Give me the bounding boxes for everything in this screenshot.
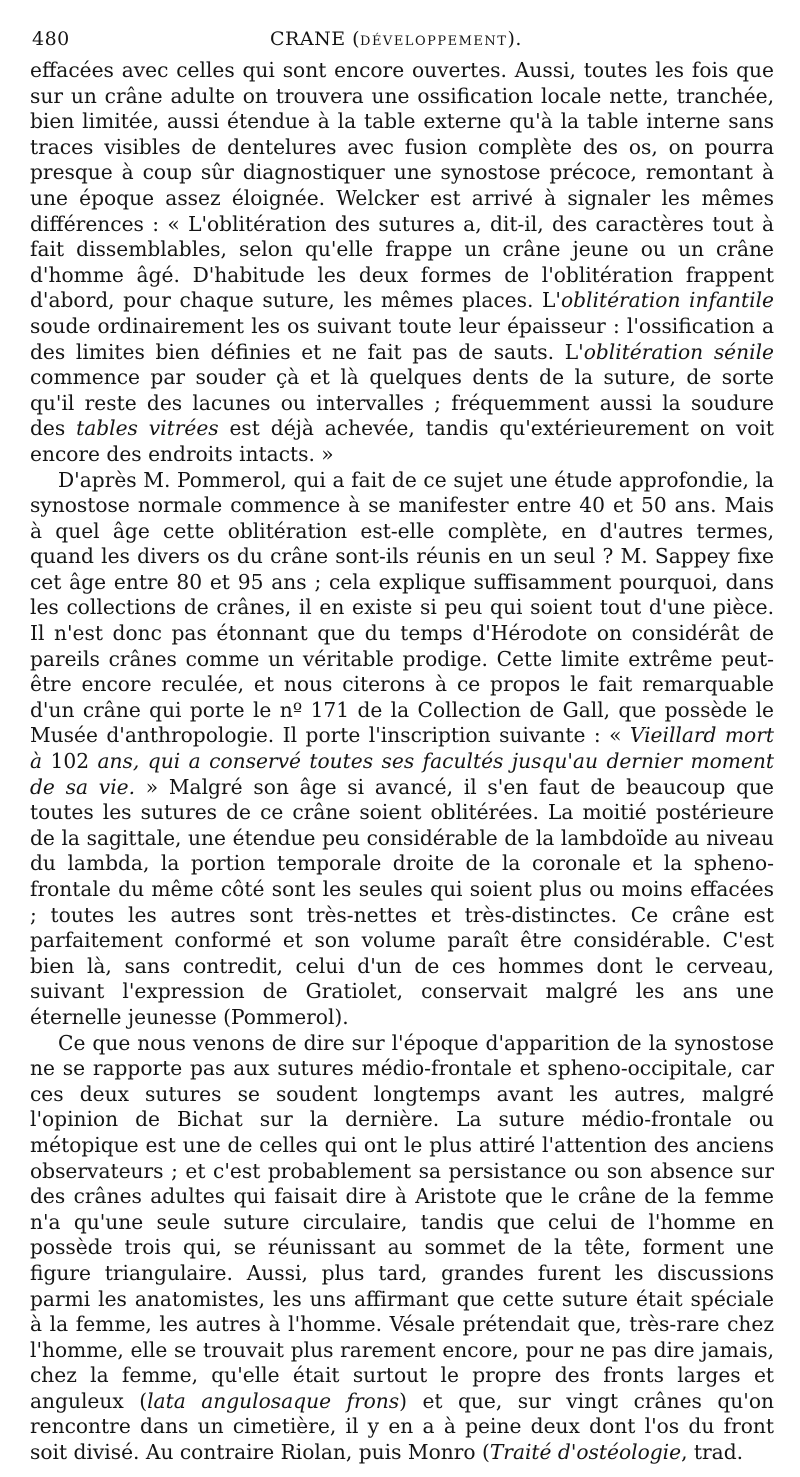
running-title-paren-open: ( [345, 28, 361, 50]
text-run: soude ordinairement les os suivant toute leur épaisseur : l'ossification a des limites bien définies et ne fait pas de sauts. L' [30, 313, 774, 364]
running-title [270, 28, 522, 50]
italic-run: ans, qui a conservé toutes ses facultés jusqu'au dernier moment de sa vie. [30, 749, 774, 799]
text-run: ) et que, sur vingt crânes qu'on rencontre dans un cimetière, il y en a à peine deux dont l'os du front soit divisé. Au contraire Riolan, puis Monro ( [30, 1388, 774, 1465]
text-run: effacées avec celles qui sont encore ouvertes. Aussi, toutes les fois que sur un crâne adulte on trouvera une ossification locale nette, tranchée, bien limitée, aussi étendue à la table externe qu'à la table interne sans traces visibles de dentelures avec fusion complète des os, on pourra presque à coup sûr diagnostiquer une synostose précoce, remontant à une époque assez éloignée. Welcker est arrivé à signaler les mêmes différences : « L'oblitération des sutures a, dit-il, des caractères tout à fait dissemblables, selon qu'elle frappe un crâne jeune ou un crâne d'homme âgé. D'habitude les deux formes de l'oblitération frappent d'abord, pour chaque suture, les mêmes places. L' [30, 58, 774, 313]
text-run: 102 [42, 749, 98, 774]
paragraph-2 [30, 468, 774, 1031]
book-page [30, 28, 774, 1466]
italic-run: Traité d'ostéologie [489, 1440, 682, 1465]
running-title-main: CRANE [270, 28, 346, 50]
page-number: 480 [32, 28, 70, 50]
text-run: commence par souder çà et là quelques dents de la suture, de sorte qu'il reste des lacunes ou intervalles ; fréquemment aussi la soudure des [30, 365, 774, 441]
text-run: D'après M. Pommerol, qui a fait de ce sujet une étude approfondie, la synostose normale commence à se manifester entre 40 et 50 ans. Mais à quel âge cette oblitération est-elle complète, en d'autres termes, quand les divers os du crâne sont-ils réunis en un seul ? M. Sappey fixe cet âge entre 80 et 95 ans ; cela explique suffisamment pourquoi, dans les collections de crânes, il en existe si peu qui soient tout d'une pièce. Il n'est donc pas étonnant que du temps d'Hérodote on considérât de pareils crânes comme un véritable prodige. Cette limite extrême peut-être encore reculée, et nous citerons à ce propos le fait remarquable d'un crâne qui porte le nº 171 de la Collection de Gall, que possède le Musée d'anthropologie. Il porte l'inscription suivante : « [30, 467, 774, 748]
italic-run: Vieillard mort à [30, 723, 774, 774]
running-title-sub: DÉVELOPPEMENT [360, 34, 508, 49]
text-run: Ce que nous venons de dire sur l'époque d'apparition de la synostose ne se rapporte pas aux sutures médio-frontale et spheno-occipitale, car ces deux sutures se soudent longtemps avant les autres, malgré l'opinion de Bichat sur la dernière. La suture médio-frontale ou métopique est une de celles qui ont le plus attiré l'attention des anciens observateurs ; et c'est probablement sa persistance ou son absence sur des crânes adultes qui faisait dire à Aristote que le crâne de la femme n'a qu'une seule suture circulaire, tandis que celui de l'homme en possède trois qui, se réunissant au sommet de la tête, forment une figure triangulaire. Aussi, plus tard, grandes furent les discussions parmi les anatomistes, les uns affirmant que cette suture était spéciale à la femme, les autres à l'homme. Vésale prétendait que, très-rare chez l'homme, elle se trouvait plus rarement encore, pour ne pas dire jamais, chez la femme, qu'elle était surtout le propre des fronts larges et anguleux ( [30, 1030, 774, 1413]
italic-run: oblitération infantile [560, 288, 774, 313]
running-title-paren-close: ). [507, 28, 522, 50]
paragraph-3 [30, 1031, 774, 1466]
italic-run: lata angulosaque frons [147, 1388, 400, 1413]
italic-run: oblitération sénile [583, 339, 774, 364]
text-run: » Malgré son âge si avancé, il s'en faut de beaucoup que toutes les sutures de ce crâne soient oblitérées. La moitié postérieure de la sagittale, une étendue peu considérable de la lambdoïde au niveau du lambda, la portion temporale droite de la coronale et la spheno-frontale du même côté sont les seules qui soient plus ou moins effacées ; toutes les autres sont très-nettes et très-distinctes. Ce crâne est parfaitement conformé et son volume paraît être considérable. C'est bien là, sans contredit, celui d'un de ces hommes dont le cerveau, suivant l'expression de Gratiolet, conservait malgré les ans une éternelle jeunesse (Pommerol). [30, 774, 774, 1029]
running-header [30, 28, 774, 58]
text-run: est déjà achevée, tandis qu'extérieurement on voit encore des endroits intacts. » [30, 416, 774, 466]
italic-run: tables vitrées [76, 416, 219, 441]
paragraph-1 [30, 58, 774, 468]
text-run: , trad. [681, 1440, 744, 1465]
